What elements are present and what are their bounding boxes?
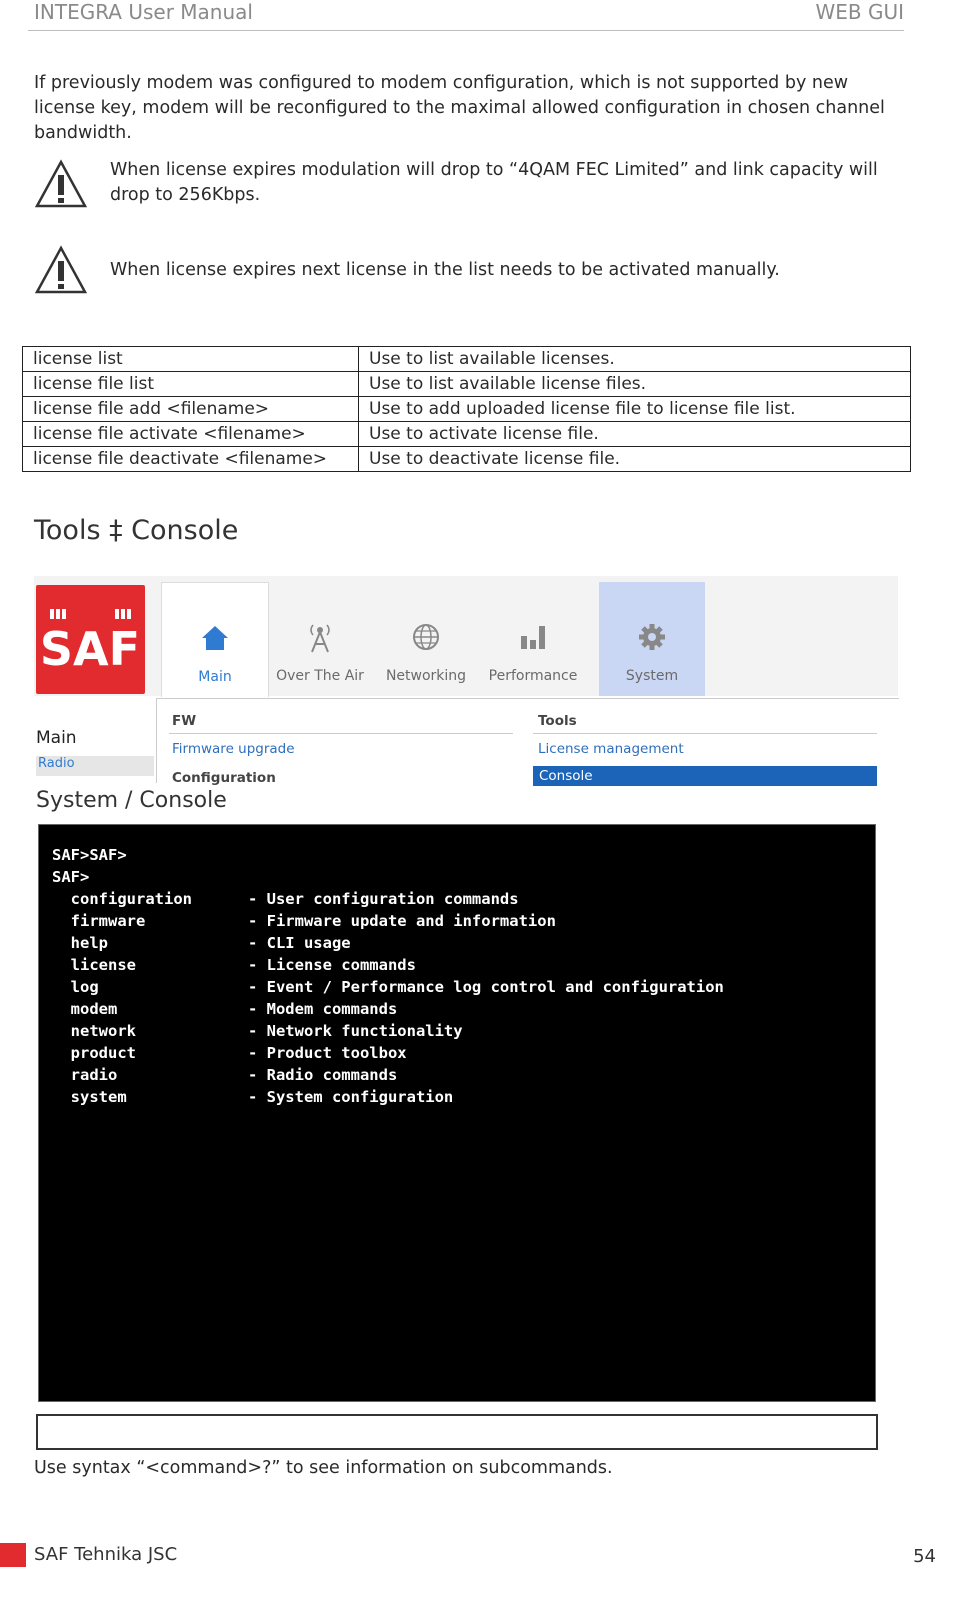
tab-performance[interactable] [480, 582, 586, 696]
gear-icon [599, 622, 705, 658]
section-label: WEB GUI [815, 0, 904, 24]
company-name: SAF Tehnika JSC [34, 1544, 178, 1565]
syntax-note: Use syntax “<command>?” to see information on subcommands. [34, 1458, 613, 1478]
description-cell: Use to list available licenses. [359, 347, 911, 372]
tab-system[interactable] [599, 582, 705, 696]
warning-text-1: When license expires modulation will drop to “4QAM FEC Limited” and link capacity will drop to 256Kbps. [110, 160, 878, 205]
tab-main[interactable] [161, 582, 269, 697]
console-screenshot [34, 576, 898, 1481]
command-cell: license file activate <filename> [23, 422, 359, 447]
tab-label: Networking [385, 668, 467, 684]
home-icon [162, 623, 268, 659]
fw-heading: FW [172, 713, 197, 729]
top-navigation-bar [34, 576, 898, 696]
sidebar-title: Main [36, 728, 77, 748]
table-row [23, 422, 911, 447]
tab-label: Performance [488, 668, 578, 684]
license-command-table [22, 346, 911, 472]
tab-networking[interactable] [373, 582, 479, 696]
page-number: 54 [913, 1546, 936, 1567]
saf-logo [36, 585, 145, 694]
bar-chart-icon [480, 622, 586, 658]
description-cell: Use to activate license file. [359, 422, 911, 447]
firmware-upgrade-link[interactable]: Firmware upgrade [172, 741, 295, 757]
table-row [23, 447, 911, 472]
description-cell: Use to add uploaded license file to license file list. [359, 397, 911, 422]
tab-over-the-air[interactable] [267, 582, 373, 696]
globe-icon [373, 622, 479, 658]
section-title: Tools ‡ Console [34, 515, 239, 546]
table-row [23, 397, 911, 422]
command-cell: license file deactivate <filename> [23, 447, 359, 472]
tools-heading: Tools [538, 713, 577, 729]
console-text: SAF>SAF> SAF> configuration - User configuration commands firmware - Firmware update and information help - CLI usage license - License commands log - Event / Performance log control and configuration modem - Modem commands network - Network functionality product - Product toolbox radio - Radio commands system - System configuration [52, 846, 724, 1106]
tab-label: System [625, 668, 679, 684]
description-cell: Use to list available license files. [359, 372, 911, 397]
system-dropdown-menu [156, 698, 899, 786]
logo-text: SAF [39, 622, 141, 676]
page-footer [0, 1541, 956, 1571]
sidebar-item-radio[interactable]: Radio [36, 756, 154, 776]
tab-label: Over The Air [276, 668, 364, 684]
warning-text-2: When license expires next license in the list needs to be activated manually. [110, 260, 780, 280]
page-header [28, 0, 904, 31]
sidebar [34, 698, 156, 782]
intro-paragraph: If previously modem was configured to modem configuration, which is not supported by new license key, modem will be reconfigured to the maximal allowed configuration in chosen channel bandwidth. [34, 73, 885, 143]
description-cell: Use to deactivate license file. [359, 447, 911, 472]
console-menu-item[interactable]: Console [533, 766, 877, 786]
command-cell: license file list [23, 372, 359, 397]
antenna-icon [267, 622, 373, 658]
console-output[interactable] [38, 824, 876, 1402]
warning-icon [34, 244, 88, 298]
configuration-heading: Configuration [172, 770, 276, 786]
divider [169, 733, 513, 734]
table-row [23, 347, 911, 372]
warning-icon [34, 158, 88, 212]
license-management-link[interactable]: License management [538, 741, 684, 757]
manual-title: INTEGRA User Manual [34, 0, 253, 24]
command-input[interactable] [36, 1414, 878, 1450]
tab-label: Main [198, 669, 232, 685]
table-row [23, 372, 911, 397]
command-cell: license list [23, 347, 359, 372]
saf-footer-logo [0, 1543, 26, 1567]
console-page-title: System / Console [36, 788, 227, 813]
command-cell: license file add <filename> [23, 397, 359, 422]
divider [533, 733, 877, 734]
